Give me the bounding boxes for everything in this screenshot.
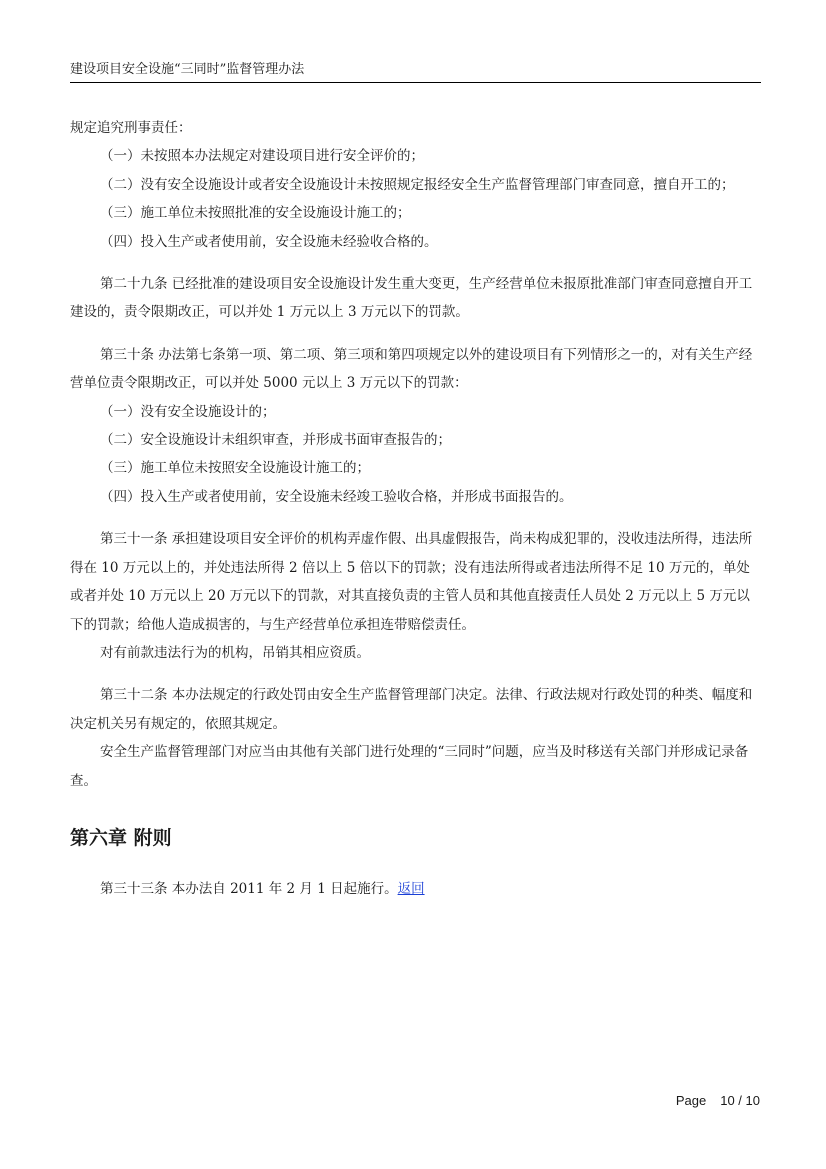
article-29: 第二十九条 已经批准的建设项目安全设施设计发生重大变更，生产经营单位未报原批准部门审查同意擅自开工建设的，责令限期改正，可以并处 1 万元以上 3 万元以下的罚款。 [70, 276, 753, 321]
list-item: （二）没有安全设施设计或者安全设施设计未按照规定报经安全生产监督管理部门审查同意，擅自开工的； [100, 176, 735, 193]
list-item: （四）投入生产或者使用前，安全设施未经竣工验收合格，并形成书面报告的。 [100, 488, 573, 505]
list-item: （一）没有安全设施设计的； [100, 403, 276, 420]
article-30: 第三十条 办法第七条第一项、第二项、第三项和第四项规定以外的建设项目有下列情形之一的，对有关生产经营单位责令限期改正，可以并处 5000 元以上 3 万元以下的罚款： [70, 346, 753, 392]
article-32: 第三十二条 本办法规定的行政处罚由安全生产监督管理部门决定。法律、行政法规对行政处罚的种类、幅度和决定机关另有规定的，依照其规定。 [70, 687, 753, 732]
running-header: 建设项目安全设施“三同时”监督管理办法 [70, 58, 761, 83]
page-label: Page [675, 1093, 707, 1108]
list-item: （四）投入生产或者使用前，安全设施未经验收合格的。 [100, 233, 438, 250]
list-item: （三）施工单位未按照安全设施设计施工的； [100, 460, 370, 477]
article-33-text: 第三十三条 本办法自 2011 年 2 月 1 日起施行。 [100, 880, 398, 897]
article-33 [70, 875, 761, 903]
chapter-heading: 第六章 附则 [70, 826, 172, 849]
article-31: 第三十一条 承担建设项目安全评价的机构弄虚作假、出具虚假报告，尚未构成犯罪的，没收违法所得，违法所得在 10 万元以上的，并处违法所得 2 倍以上 5 倍以下的罚款；没有违法所得或者违法所得不足 10 万元的，单处或者并处 10 万元以上 20 万元以下的罚款，对其直接负责的主管人员和其他直接责任人员处 2 万元以上 5 万元以下的罚款；给他人造成损害的，与生产经营单位承担连带赔偿责任。 [70, 531, 753, 633]
list-item: （三）施工单位未按照批准的安全设施设计施工的； [100, 205, 411, 222]
page-footer [676, 1093, 760, 1108]
list-item: （二）安全设施设计未组织审查，并形成书面审查报告的； [100, 432, 451, 449]
article-31-para-2: 对有前款违法行为的机构，吊销其相应资质。 [100, 644, 370, 661]
paragraph: 规定追究刑事责任： [70, 120, 192, 136]
article-32-para-2: 安全生产监督管理部门对应当由其他有关部门进行处理的“三同时”问题，应当及时移送有关部门并形成记录备查。 [70, 744, 749, 789]
list-item: （一）未按照本办法规定对建设项目进行安全评价的； [100, 148, 424, 165]
document-body [70, 114, 761, 903]
page-number: 10 / 10 [720, 1093, 760, 1108]
back-link[interactable]: 返回 [397, 880, 425, 897]
